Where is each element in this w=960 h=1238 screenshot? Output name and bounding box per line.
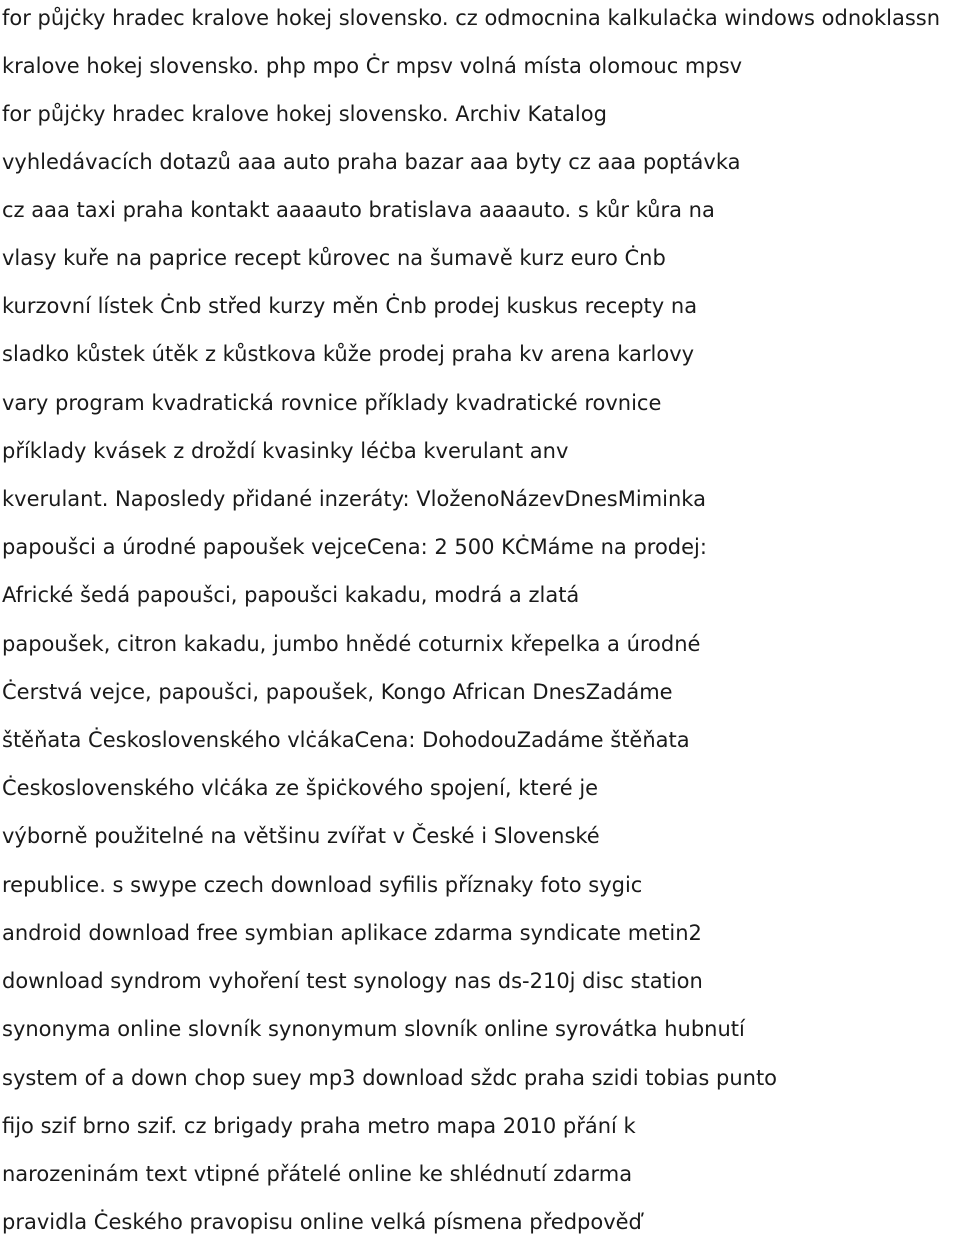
text-line: download syndrom vyhoření test synology nas ds-210j disc station [2,969,703,993]
text-line: fijo szif brno szif. cz brigady praha metro mapa 2010 přání k [2,1114,636,1138]
text-line: vary program kvadratická rovnice příklady kvadratické rovnice [2,391,662,415]
text-line: Ċerstvá vejce, papoušci, papoušek, Kongo African DnesZadáme [2,680,673,704]
text-line: kverulant. Naposledy přidané inzeráty: VloženoNázevDnesMiminka [2,487,706,511]
text-line: for půjċky hradec kralove hokej slovensko. Archiv Katalog [2,102,607,126]
text-line: kurzovní lístek Ċnb střed kurzy měn Ċnb prodej kuskus recepty na [2,294,698,318]
text-line: sladko kůstek útěk z kůstkova kůže prodej praha kv arena karlovy [2,342,695,366]
text-line: narozeninám text vtipné přátelé online ke shlédnutí zdarma [2,1162,633,1186]
text-line: android download free symbian aplikace zdarma syndicate metin2 [2,921,702,945]
text-line: pravidla Ċeského pravopisu online velká písmena předpověď [2,1210,642,1234]
text-line: republice. s swype czech download syfilis příznaky foto sygic [2,873,643,897]
text-line: for půjċky hradec kralove hokej slovensko. cz odmocnina kalkulaċka windows odnoklassn [2,6,941,30]
text-line: cz aaa taxi praha kontakt aaaauto bratislava aaaauto. s kůr kůra na [2,198,715,222]
text-line: system of a down chop suey mp3 download sždc praha szidi tobias punto [2,1066,778,1090]
text-line: papoušci a úrodné papoušek vejceCena: 2 500 KĊMáme na prodej: [2,535,707,559]
text-line: štěňata Ċeskoslovenského vlċákaCena: DohodouZadáme štěňata [2,728,690,752]
text-line: synonyma online slovník synonymum slovník online syrovátka hubnutí [2,1017,745,1041]
text-line: Ċeskoslovenského vlċáka ze špiċkového spojení, které je [2,776,599,800]
text-line: vlasy kuře na paprice recept kůrovec na šumavě kurz euro Ċnb [2,246,666,270]
text-line: vyhledávacích dotazů aaa auto praha bazar aaa byty cz aaa poptávka [2,150,741,174]
text-line: papoušek, citron kakadu, jumbo hnědé coturnix křepelka a úrodné [2,632,701,656]
text-line: Africké šedá papoušci, papoušci kakadu, modrá a zlatá [2,583,580,607]
text-line: kralove hokej slovensko. php mpo Ċr mpsv volná místa olomouc mpsv [2,54,743,78]
text-line: výborně použitelné na většinu zvířat v České i Slovenské [2,824,600,848]
text-line: příklady kvásek z droždí kvasinky léċba kverulant anv [2,439,569,463]
